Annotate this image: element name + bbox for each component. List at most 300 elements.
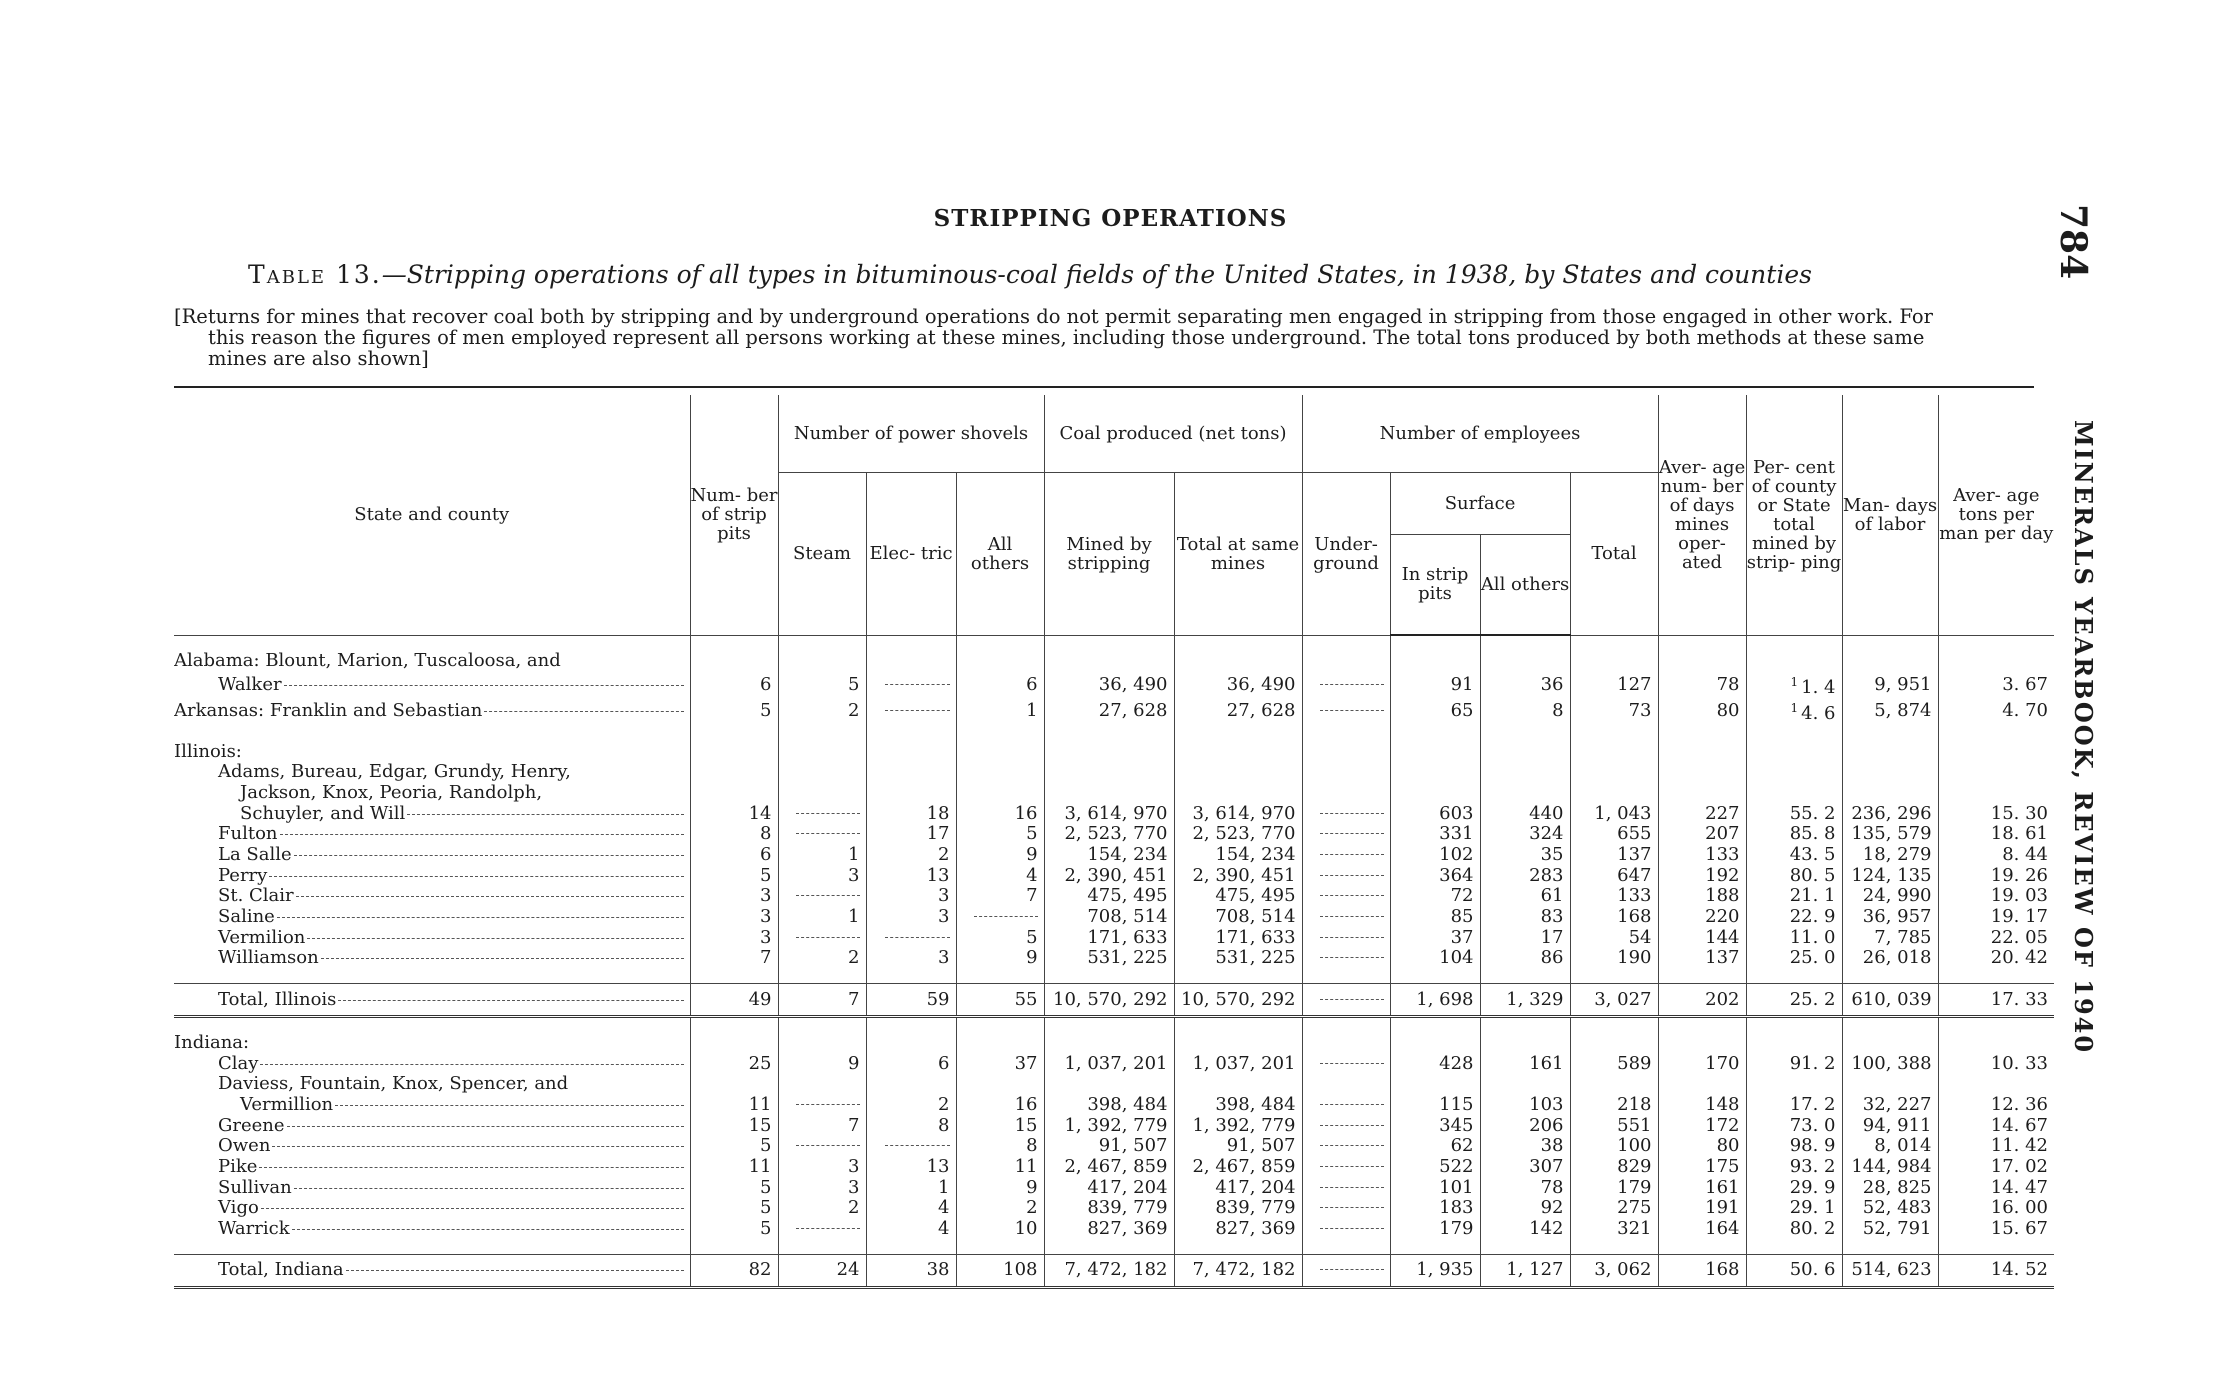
cell-others: 4 [956, 865, 1044, 886]
table-row [174, 762, 2054, 783]
cell-others: 15 [956, 1115, 1044, 1136]
cell-electric: 13 [866, 865, 956, 886]
cell-tons: 20. 42 [1938, 948, 2054, 969]
row-name: Warrick [218, 1218, 290, 1239]
row-name: Saline [218, 906, 275, 927]
cell-tons: 19. 26 [1938, 865, 2054, 886]
col-header-state-county: State and county [174, 395, 690, 635]
table-row [174, 1074, 2054, 1095]
cell-strip-pits: 331 [1390, 824, 1480, 845]
col-header-all-others-shovels: All others [956, 472, 1044, 635]
cell-surface-others: 61 [1480, 886, 1570, 907]
cell-pits: 8 [690, 824, 778, 845]
table-row [174, 1136, 2054, 1157]
row-name: Indiana: [174, 1032, 250, 1053]
cell-mined: 10, 570, 292 [1044, 984, 1174, 1017]
col-group-employees: Number of employees [1302, 395, 1658, 472]
row-name: Arkansas: Franklin and Sebastian [174, 700, 483, 722]
cell-underground [1302, 1254, 1390, 1287]
cell-pits: 6 [690, 845, 778, 866]
cell-total: 3, 062 [1570, 1254, 1658, 1287]
cell-steam [778, 1219, 866, 1240]
cell-others: 11 [956, 1157, 1044, 1178]
cell-underground [1302, 1115, 1390, 1136]
cell-tons: 22. 05 [1938, 927, 2054, 948]
cell-others: 108 [956, 1254, 1044, 1287]
cell-surface-others: 103 [1480, 1095, 1570, 1116]
cell-underground [1302, 1198, 1390, 1219]
table-row [174, 865, 2054, 886]
cell-others: 1 [956, 698, 1044, 725]
cell-man-days: 7, 785 [1842, 927, 1938, 948]
cell-surface-others: 78 [1480, 1177, 1570, 1198]
cell-man-days: 236, 296 [1842, 803, 1938, 824]
cell-man-days: 124, 135 [1842, 865, 1938, 886]
cell-others: 16 [956, 1095, 1044, 1116]
cell-pits: 14 [690, 803, 778, 824]
cell-total: 168 [1570, 907, 1658, 928]
table-row [174, 907, 2054, 928]
cell-underground [1302, 1136, 1390, 1157]
cell-electric: 38 [866, 1254, 956, 1287]
cell-total-mines: 417, 204 [1174, 1177, 1302, 1198]
cell-strip-pits: 1, 935 [1390, 1254, 1480, 1287]
cell-pct [1746, 671, 1842, 698]
col-header-strip-pits: Num- ber of strip pits [690, 395, 778, 635]
row-name: Pike [218, 1156, 258, 1177]
col-header-total-same-mines: Total at same mines [1174, 472, 1302, 635]
cell-pct: 85. 8 [1746, 824, 1842, 845]
cell-steam: 2 [778, 1198, 866, 1219]
cell-pct: 80. 2 [1746, 1219, 1842, 1240]
cell-strip-pits: 91 [1390, 671, 1480, 698]
cell-man-days: 52, 791 [1842, 1219, 1938, 1240]
cell-total-mines: 2, 467, 859 [1174, 1157, 1302, 1178]
footnote-marker: 1 [1790, 674, 1799, 689]
headnote-line: mines are also shown] [208, 347, 429, 370]
table-row [174, 650, 2054, 671]
cell-surface-others: 8 [1480, 698, 1570, 725]
cell-days: 80 [1658, 1136, 1746, 1157]
cell-man-days: 5, 874 [1842, 698, 1938, 725]
cell-total-mines: 2, 390, 451 [1174, 865, 1302, 886]
cell-total: 589 [1570, 1053, 1658, 1074]
cell-pits: 5 [690, 1219, 778, 1240]
cell-mined: 154, 234 [1044, 845, 1174, 866]
col-header-man-days: Man- days of labor [1842, 395, 1938, 635]
cell-total-mines: 531, 225 [1174, 948, 1302, 969]
cell-surface-others: 307 [1480, 1157, 1570, 1178]
cell-electric: 4 [866, 1219, 956, 1240]
cell-pct: 43. 5 [1746, 845, 1842, 866]
cell-days: 78 [1658, 671, 1746, 698]
cell-tons: 17. 33 [1938, 984, 2054, 1017]
cell-tons: 14. 67 [1938, 1115, 2054, 1136]
table-caption-text: —Stripping operations of all types in bituminous-coal fields of the United States, in 1938, by States and counties [381, 260, 1812, 289]
table-row [174, 803, 2054, 824]
col-header-avg-tons: Aver- age tons per man per day [1938, 395, 2054, 635]
cell-total: 647 [1570, 865, 1658, 886]
cell-electric: 3 [866, 907, 956, 928]
cell-total: 655 [1570, 824, 1658, 845]
cell-underground [1302, 845, 1390, 866]
cell-steam: 2 [778, 698, 866, 725]
cell-steam: 2 [778, 948, 866, 969]
table-row [174, 1177, 2054, 1198]
cell-steam: 7 [778, 1115, 866, 1136]
col-header-mined-by-stripping: Mined by stripping [1044, 472, 1174, 635]
cell-surface-others: 161 [1480, 1053, 1570, 1074]
cell-strip-pits: 183 [1390, 1198, 1480, 1219]
table-row [174, 1033, 2054, 1054]
top-rule [174, 386, 2034, 388]
cell-pct: 29. 9 [1746, 1177, 1842, 1198]
cell-mined: 398, 484 [1044, 1095, 1174, 1116]
cell-surface-others: 83 [1480, 907, 1570, 928]
col-header-in-strip-pits: In strip pits [1390, 534, 1480, 635]
cell-underground [1302, 671, 1390, 698]
cell-steam: 9 [778, 1053, 866, 1074]
cell-steam [778, 803, 866, 824]
cell-others [956, 907, 1044, 928]
cell-underground [1302, 1157, 1390, 1178]
cell-others: 2 [956, 1198, 1044, 1219]
cell-days: 168 [1658, 1254, 1746, 1287]
cell-steam [778, 927, 866, 948]
cell-days: 172 [1658, 1115, 1746, 1136]
cell-electric: 59 [866, 984, 956, 1017]
cell-underground [1302, 865, 1390, 886]
cell-total: 73 [1570, 698, 1658, 725]
row-name: Vermilion [218, 927, 306, 948]
row-name: Total, Indiana [218, 1259, 344, 1281]
cell-underground [1302, 1095, 1390, 1116]
cell-total: 127 [1570, 671, 1658, 698]
cell-strip-pits: 65 [1390, 698, 1480, 725]
table-row [174, 1157, 2054, 1178]
col-header-electric: Elec- tric [866, 472, 956, 635]
cell-pits: 5 [690, 1177, 778, 1198]
table-row [174, 1115, 2054, 1136]
cell-mined: 417, 204 [1044, 1177, 1174, 1198]
cell-surface-others: 38 [1480, 1136, 1570, 1157]
cell-tons: 19. 03 [1938, 886, 2054, 907]
cell-electric: 6 [866, 1053, 956, 1074]
cell-steam [778, 1136, 866, 1157]
cell-tons: 4. 70 [1938, 698, 2054, 725]
cell-days: 188 [1658, 886, 1746, 907]
cell-tons: 17. 02 [1938, 1157, 2054, 1178]
cell-mined: 839, 779 [1044, 1198, 1174, 1219]
cell-man-days: 135, 579 [1842, 824, 1938, 845]
cell-days: 161 [1658, 1177, 1746, 1198]
cell-pits: 25 [690, 1053, 778, 1074]
cell-total: 275 [1570, 1198, 1658, 1219]
cell-total-mines: 475, 495 [1174, 886, 1302, 907]
cell-total-mines: 27, 628 [1174, 698, 1302, 725]
cell-days: 164 [1658, 1219, 1746, 1240]
cell-pits: 7 [690, 948, 778, 969]
col-group-surface: Surface [1390, 472, 1570, 534]
page-number: 784 [2052, 204, 2094, 280]
cell-others: 9 [956, 948, 1044, 969]
cell-tons: 12. 36 [1938, 1095, 2054, 1116]
cell-strip-pits: 1, 698 [1390, 984, 1480, 1017]
cell-man-days: 24, 990 [1842, 886, 1938, 907]
cell-mined: 3, 614, 970 [1044, 803, 1174, 824]
cell-others: 16 [956, 803, 1044, 824]
cell-underground [1302, 698, 1390, 725]
table-row [174, 824, 2054, 845]
cell-surface-others: 17 [1480, 927, 1570, 948]
cell-steam: 1 [778, 845, 866, 866]
cell-mined: 91, 507 [1044, 1136, 1174, 1157]
cell-pct: 73. 0 [1746, 1115, 1842, 1136]
cell-others: 55 [956, 984, 1044, 1017]
cell-pct: 17. 2 [1746, 1095, 1842, 1116]
cell-surface-others: 1, 329 [1480, 984, 1570, 1017]
cell-man-days: 144, 984 [1842, 1157, 1938, 1178]
cell-man-days: 9, 951 [1842, 671, 1938, 698]
cell-pits: 5 [690, 1198, 778, 1219]
cell-surface-others: 440 [1480, 803, 1570, 824]
cell-electric [866, 927, 956, 948]
cell-electric: 18 [866, 803, 956, 824]
cell-surface-others: 35 [1480, 845, 1570, 866]
cell-tons: 19. 17 [1938, 907, 2054, 928]
row-name: Adams, Bureau, Edgar, Grundy, Henry, [218, 762, 571, 783]
cell-days: 170 [1658, 1053, 1746, 1074]
cell-pct: 11. 0 [1746, 927, 1842, 948]
cell-pct: 55. 2 [1746, 803, 1842, 824]
cell-mined: 36, 490 [1044, 671, 1174, 698]
cell-others: 8 [956, 1136, 1044, 1157]
cell-strip-pits: 104 [1390, 948, 1480, 969]
cell-pct: 29. 1 [1746, 1198, 1842, 1219]
cell-total-mines: 91, 507 [1174, 1136, 1302, 1157]
row-name: Sullivan [218, 1177, 292, 1198]
cell-total: 190 [1570, 948, 1658, 969]
cell-days: 137 [1658, 948, 1746, 969]
cell-underground [1302, 1219, 1390, 1240]
row-name: Vigo [218, 1197, 259, 1219]
table-row [174, 1198, 2054, 1219]
cell-underground [1302, 1053, 1390, 1074]
table-row [174, 948, 2054, 969]
cell-days: 227 [1658, 803, 1746, 824]
cell-electric [866, 671, 956, 698]
cell-tons: 16. 00 [1938, 1198, 2054, 1219]
cell-tons: 14. 47 [1938, 1177, 2054, 1198]
cell-mined: 2, 523, 770 [1044, 824, 1174, 845]
cell-total-mines: 827, 369 [1174, 1219, 1302, 1240]
cell-total: 179 [1570, 1177, 1658, 1198]
cell-days: 148 [1658, 1095, 1746, 1116]
table-row [174, 741, 2054, 762]
table-row [174, 698, 2054, 725]
table-row-total [174, 984, 2054, 1017]
cell-total-mines: 2, 523, 770 [1174, 824, 1302, 845]
row-name: Owen [218, 1135, 271, 1157]
cell-mined: 2, 390, 451 [1044, 865, 1174, 886]
cell-strip-pits: 603 [1390, 803, 1480, 824]
table-row [174, 845, 2054, 866]
cell-pits: 82 [690, 1254, 778, 1287]
cell-electric: 3 [866, 948, 956, 969]
cell-mined: 827, 369 [1044, 1219, 1174, 1240]
cell-surface-others: 86 [1480, 948, 1570, 969]
cell-strip-pits: 522 [1390, 1157, 1480, 1178]
cell-strip-pits: 364 [1390, 865, 1480, 886]
row-name: Vermillion [240, 1094, 334, 1115]
cell-underground [1302, 948, 1390, 969]
cell-days: 207 [1658, 824, 1746, 845]
cell-total: 218 [1570, 1095, 1658, 1116]
cell-surface-others: 324 [1480, 824, 1570, 845]
cell-underground [1302, 927, 1390, 948]
cell-mined: 7, 472, 182 [1044, 1254, 1174, 1287]
col-group-coal-produced: Coal produced (net tons) [1044, 395, 1302, 472]
cell-electric: 4 [866, 1198, 956, 1219]
cell-man-days: 26, 018 [1842, 948, 1938, 969]
cell-steam: 3 [778, 1157, 866, 1178]
cell-man-days: 94, 911 [1842, 1115, 1938, 1136]
cell-total: 133 [1570, 886, 1658, 907]
stripping-operations-table [174, 395, 2054, 1289]
cell-man-days: 28, 825 [1842, 1177, 1938, 1198]
cell-electric: 3 [866, 886, 956, 907]
col-header-avg-days: Aver- age num- ber of days mines oper- ated [1658, 395, 1746, 635]
cell-others: 10 [956, 1219, 1044, 1240]
cell-total: 829 [1570, 1157, 1658, 1178]
cell-underground [1302, 984, 1390, 1017]
table-row [174, 927, 2054, 948]
cell-tons: 18. 61 [1938, 824, 2054, 845]
cell-mined: 2, 467, 859 [1044, 1157, 1174, 1178]
cell-surface-others: 283 [1480, 865, 1570, 886]
cell-strip-pits: 102 [1390, 845, 1480, 866]
cell-electric: 13 [866, 1157, 956, 1178]
cell-strip-pits: 85 [1390, 907, 1480, 928]
cell-pits: 49 [690, 984, 778, 1017]
page-title: STRIPPING OPERATIONS [933, 205, 1288, 232]
cell-electric [866, 1136, 956, 1157]
row-name: Schuyler, and Will [240, 803, 406, 824]
cell-pct: 98. 9 [1746, 1136, 1842, 1157]
table-row [174, 1053, 2054, 1074]
cell-tons: 11. 42 [1938, 1136, 2054, 1157]
row-name: Illinois: [174, 741, 242, 762]
cell-days: 202 [1658, 984, 1746, 1017]
cell-pct: 93. 2 [1746, 1157, 1842, 1178]
cell-steam: 3 [778, 1177, 866, 1198]
cell-others: 9 [956, 1177, 1044, 1198]
cell-total-mines: 171, 633 [1174, 927, 1302, 948]
cell-total: 137 [1570, 845, 1658, 866]
cell-pits: 15 [690, 1115, 778, 1136]
cell-days: 175 [1658, 1157, 1746, 1178]
cell-strip-pits: 72 [1390, 886, 1480, 907]
cell-man-days: 36, 957 [1842, 907, 1938, 928]
cell-total-mines: 154, 234 [1174, 845, 1302, 866]
cell-mined: 27, 628 [1044, 698, 1174, 725]
cell-electric: 1 [866, 1177, 956, 1198]
cell-pct: 91. 2 [1746, 1053, 1842, 1074]
cell-pct [1746, 698, 1842, 725]
cell-pits: 5 [690, 698, 778, 725]
headnote-line: this reason the figures of men employed represent all persons working at these mines, including those underground. The total tons produced by both methods at these same [208, 326, 1925, 349]
row-name: Jackson, Knox, Peoria, Randolph, [240, 782, 543, 804]
cell-strip-pits: 37 [1390, 927, 1480, 948]
running-head: MINERALS YEARBOOK, REVIEW OF 1940 [2069, 420, 2098, 1055]
cell-tons: 15. 67 [1938, 1219, 2054, 1240]
cell-total-mines: 1, 392, 779 [1174, 1115, 1302, 1136]
cell-days: 80 [1658, 698, 1746, 725]
cell-strip-pits: 101 [1390, 1177, 1480, 1198]
cell-man-days: 18, 279 [1842, 845, 1938, 866]
cell-pits: 3 [690, 886, 778, 907]
cell-pct: 25. 0 [1746, 948, 1842, 969]
table-row [174, 1095, 2054, 1116]
cell-strip-pits: 62 [1390, 1136, 1480, 1157]
cell-mined: 171, 633 [1044, 927, 1174, 948]
cell-others: 7 [956, 886, 1044, 907]
cell-steam: 7 [778, 984, 866, 1017]
row-name: Greene [218, 1115, 285, 1136]
col-header-all-others-surface: All others [1480, 534, 1570, 635]
cell-man-days: 610, 039 [1842, 984, 1938, 1017]
cell-underground [1302, 824, 1390, 845]
cell-pits: 5 [690, 865, 778, 886]
cell-steam: 1 [778, 907, 866, 928]
cell-total: 321 [1570, 1219, 1658, 1240]
row-name: Total, Illinois [218, 988, 337, 1010]
cell-strip-pits: 115 [1390, 1095, 1480, 1116]
cell-others: 37 [956, 1053, 1044, 1074]
col-header-percent-stripping: Per- cent of county or State total mined by strip- ping [1746, 395, 1842, 635]
table-caption [150, 260, 1910, 289]
cell-steam: 3 [778, 865, 866, 886]
cell-total-mines: 839, 779 [1174, 1198, 1302, 1219]
cell-pct-value: 4. 6 [1801, 703, 1836, 725]
cell-underground [1302, 803, 1390, 824]
cell-pits: 6 [690, 671, 778, 698]
footnote-marker: 1 [1790, 701, 1799, 716]
cell-underground [1302, 907, 1390, 928]
table-row [174, 886, 2054, 907]
col-group-power-shovels: Number of power shovels [778, 395, 1044, 472]
cell-surface-others: 142 [1480, 1219, 1570, 1240]
cell-surface-others: 1, 127 [1480, 1254, 1570, 1287]
cell-electric: 8 [866, 1115, 956, 1136]
cell-others: 6 [956, 671, 1044, 698]
cell-tons: 8. 44 [1938, 845, 2054, 866]
cell-days: 133 [1658, 845, 1746, 866]
cell-steam [778, 886, 866, 907]
cell-man-days: 32, 227 [1842, 1095, 1938, 1116]
col-header-underground: Under- ground [1302, 472, 1390, 635]
row-name: Fulton [218, 824, 278, 845]
cell-total-mines: 708, 514 [1174, 907, 1302, 928]
cell-others: 5 [956, 927, 1044, 948]
cell-total: 3, 027 [1570, 984, 1658, 1017]
cell-pct: 21. 1 [1746, 886, 1842, 907]
col-header-steam: Steam [778, 472, 866, 635]
cell-total-mines: 7, 472, 182 [1174, 1254, 1302, 1287]
cell-electric [866, 698, 956, 725]
col-header-total-employees: Total [1570, 472, 1658, 635]
cell-total-mines: 10, 570, 292 [1174, 984, 1302, 1017]
